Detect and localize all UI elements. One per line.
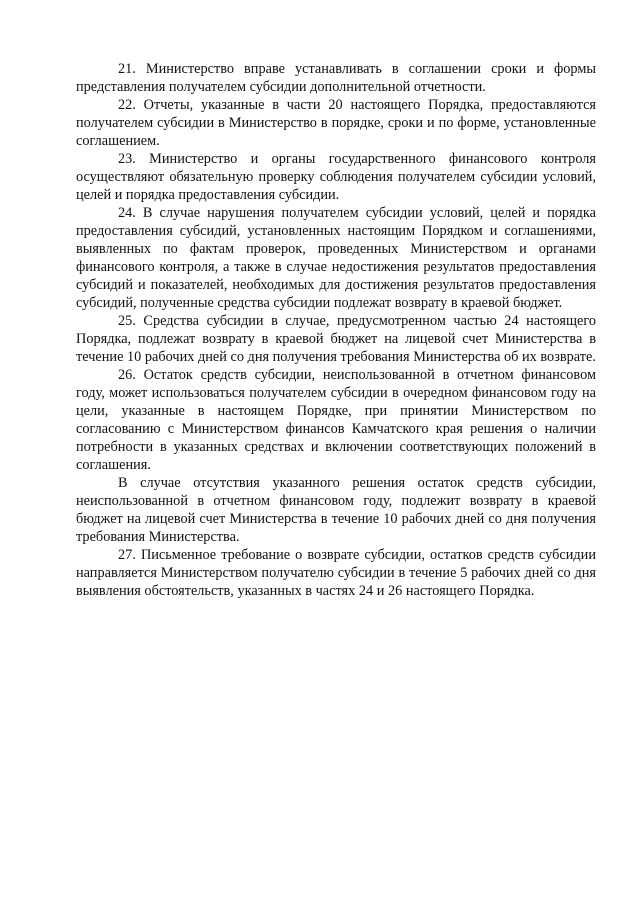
paragraph-26-continued: В случае отсутствия указанного решения остаток средств субсидии, неиспользованной в отчетном финансовом году, подлежит возврату в краевой бюджет на лицевой счет Министерства в течение 10 рабочих дней со дня получения требования Министерства. xyxy=(76,475,596,545)
paragraph-21: 21. Министерство вправе устанавливать в соглашении сроки и формы представления получателем субсидии дополнительной отчетности. xyxy=(76,61,596,95)
paragraph-27: 27. Письменное требование о возврате субсидии, остатков средств субсидии направляется Министерством получателю субсидии в течение 5 рабочих дней со дня выявления обстоятельств, указанных в частях 24 и 26 настоящего Порядка. xyxy=(76,547,596,599)
paragraph-22: 22. Отчеты, указанные в части 20 настоящего Порядка, предоставляются получателем субсидии в Министерство в порядке, сроки и по форме, установленные соглашением. xyxy=(76,97,596,149)
paragraph-24: 24. В случае нарушения получателем субсидии условий, целей и порядка предоставления субсидий, установленных настоящим Порядком и соглашениями, выявленных по фактам проверок, проведенных Министерством и органами финансового контроля, а также в случае недостижения результатов предоставления субсидий и показателей, необходимых для достижения результатов предоставления субсидий, полученные средства субсидии подлежат возврату в краевой бюджет. xyxy=(76,205,596,311)
paragraph-25: 25. Средства субсидии в случае, предусмотренном частью 24 настоящего Порядка, подлежат возврату в краевой бюджет на лицевой счет Министерства в течение 10 рабочих дней со дня получения требования Министерства об их возврате. xyxy=(76,313,596,365)
paragraph-23: 23. Министерство и органы государственного финансового контроля осуществляют обязательную проверку соблюдения получателем субсидии условий, целей и порядка предоставления субсидии. xyxy=(76,151,596,203)
paragraph-26: 26. Остаток средств субсидии, неиспользованной в отчетном финансовом году, может использоваться получателем субсидии в очередном финансовом году на цели, указанные в настоящем Порядке, при принятии Министерством по согласованию с Министерством финансов Камчатского края решения о наличии потребности в указанных средствах и включении соответствующих положений в соглашения. xyxy=(76,367,596,473)
